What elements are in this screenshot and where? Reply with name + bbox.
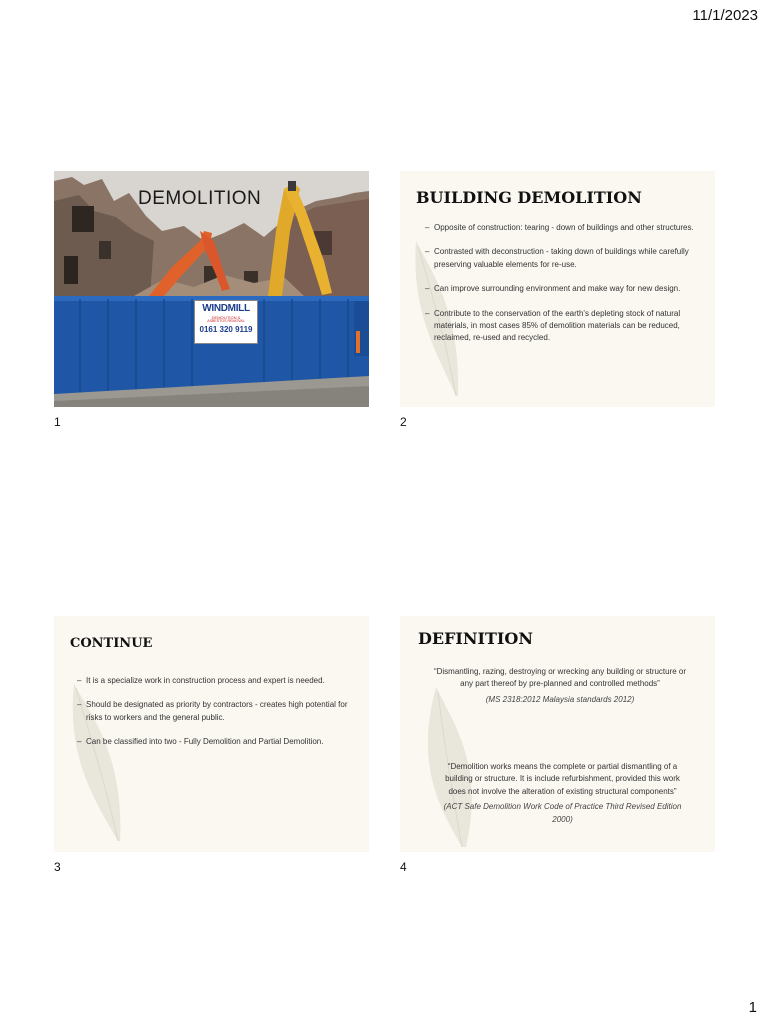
page-date: 11/1/2023 [692, 7, 758, 24]
slide-4 [400, 616, 715, 852]
slide-2-bullets [425, 222, 697, 357]
bullet: – Should be designated as priority by contractors - creates high potential for risks to workers and the general public. [77, 699, 355, 724]
bullet: – Opposite of construction: tearing - down of buildings and other structures. [425, 222, 697, 234]
slide-3-title: CONTINUE [70, 636, 153, 651]
bullet: – Contrasted with deconstruction - taking down of buildings while carefully preserving valuable elements for re-use. [425, 246, 697, 271]
bullet: – It is a specialize work in construction process and expert is needed. [77, 675, 355, 687]
bullet: – Can improve surrounding environment and make way for new design. [425, 283, 697, 295]
definition-quote-1 [430, 666, 690, 706]
slide-1-photo [54, 171, 369, 407]
bullet: – Can be classified into two - Fully Demolition and Partial Demolition. [77, 736, 355, 748]
windmill-sign [194, 300, 258, 344]
slide-2-title: BUILDING DEMOLITION [416, 188, 642, 207]
sign-brand: WINDMILL [202, 303, 250, 314]
sign-phone: 0161 320 9119 [199, 324, 253, 334]
quote-text: “Demolition works means the complete or partial dismantling of a building or structure. It is include refurbishment, provided this work does not involve the alteration of existing structural components” [445, 762, 680, 796]
sign-line-1: DEMOLITION & [211, 315, 241, 320]
quote-source: (MS 2318:2012 Malaysia standards 2012) [485, 694, 635, 704]
quote-source: (ACT Safe Demolition Work Code of Practice Third Revised Edition 2000) [443, 802, 682, 824]
slide-1-title: DEMOLITION [138, 188, 262, 209]
page-number: 1 [748, 999, 757, 1016]
bullet: – Contribute to the conservation of the earth's depleting stock of natural materials, in most cases 85% of demolition materials can be reduced, reclaimed, re-used and recycled. [425, 308, 697, 345]
slide-1-number: 1 [54, 415, 61, 429]
slide-2 [400, 171, 715, 407]
slide-3-number: 3 [54, 860, 61, 874]
sign-line-2: ASBESTOS REMOVAL [207, 319, 245, 323]
definition-quote-2 [440, 761, 685, 826]
quote-text: “Dismantling, razing, destroying or wrecking any building or structure or any part thereof by pre-planned and controlled methods” [433, 667, 687, 689]
slide-4-title: DEFINITION [418, 629, 533, 648]
slide-3-bullets [77, 675, 355, 761]
slide-4-number: 4 [400, 860, 407, 874]
slide-2-number: 2 [400, 415, 407, 429]
slide-3 [54, 616, 369, 852]
